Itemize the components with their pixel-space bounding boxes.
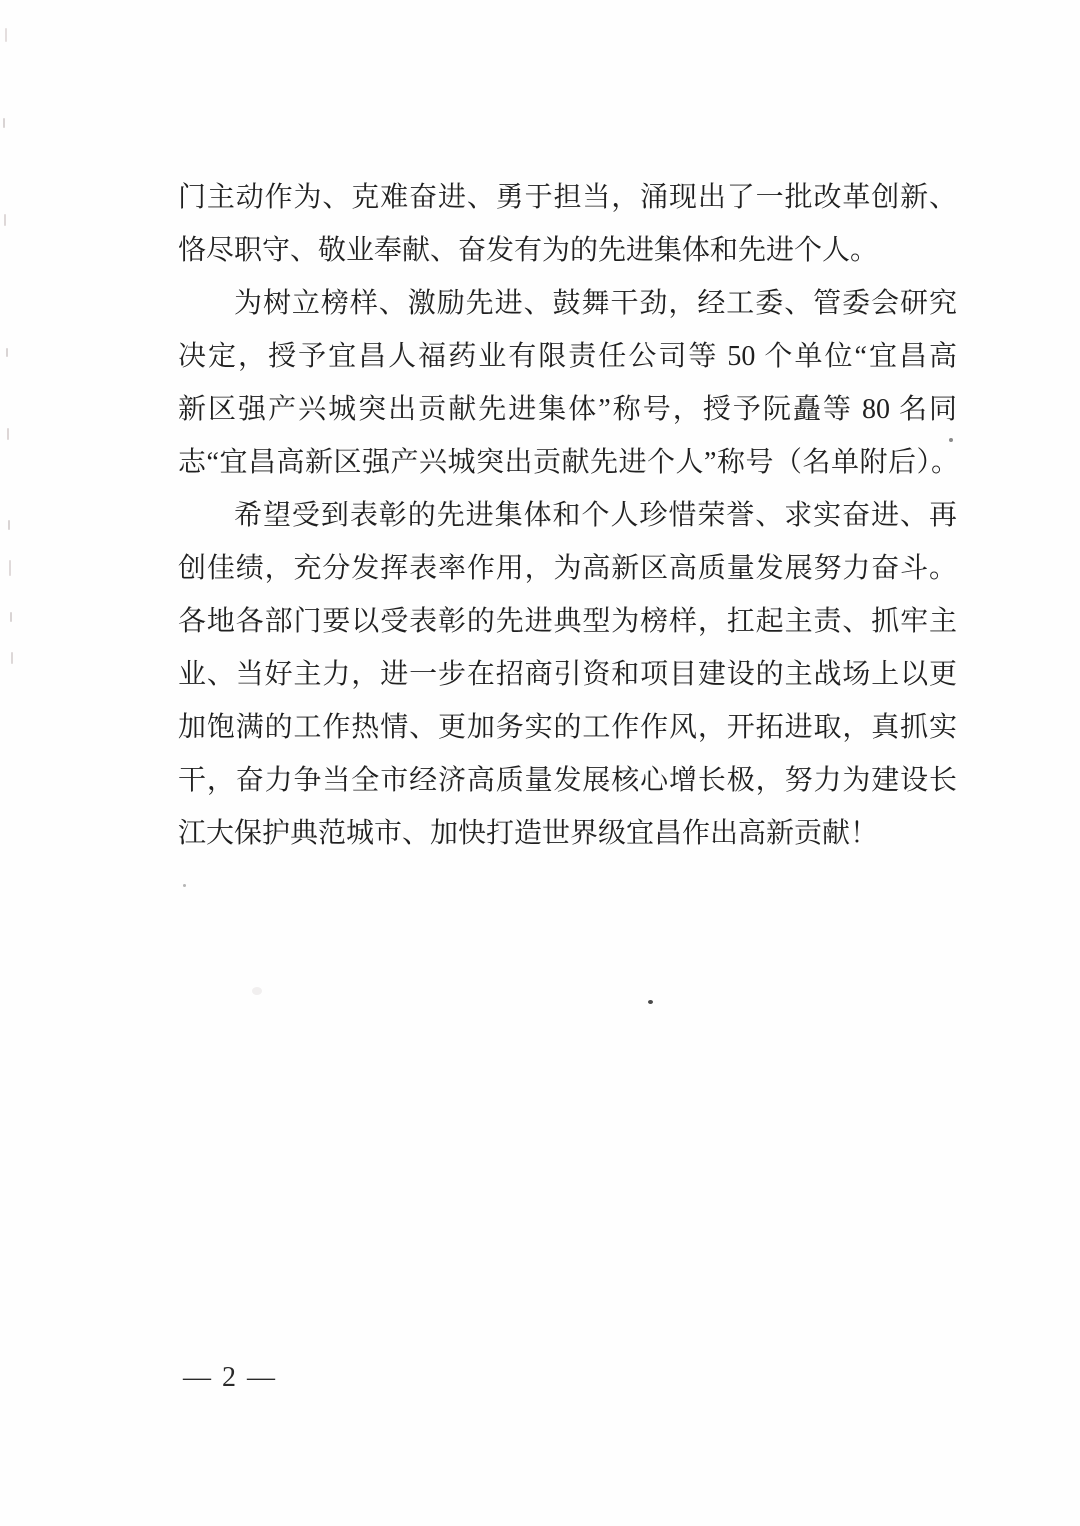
scan-edge-artifact	[6, 348, 8, 357]
text-line: 江大保护典范城市、加快打造世界级宜昌作出高新贡献！	[178, 818, 879, 849]
scan-edge-artifact	[4, 214, 6, 226]
text-line: 干，奋力争当全市经济高质量发展核心增长极，努力为建设长	[178, 765, 957, 796]
text-line: 恪尽职守、敬业奉献、奋发有为的先进集体和先进个人。	[178, 235, 879, 266]
page-number: — 2 —	[183, 1362, 277, 1393]
scan-speck	[183, 884, 186, 887]
scan-edge-artifact	[8, 520, 10, 530]
text-line: 业、当好主力，进一步在招商引资和项目建设的主战场上以更	[178, 659, 957, 690]
scan-edge-artifact	[9, 560, 11, 576]
text-line: 希望受到表彰的先进集体和个人珍惜荣誉、求实奋进、再	[234, 500, 957, 531]
document-body-text	[178, 171, 957, 860]
text-line: 决定，授予宜昌人福药业有限责任公司等 50 个单位“宜昌高	[178, 341, 957, 372]
scan-edge-artifact	[10, 612, 12, 622]
scan-edge-artifact	[5, 28, 7, 42]
scan-edge-artifact	[7, 428, 9, 440]
scan-speck	[252, 987, 262, 995]
scan-speck	[648, 1000, 653, 1004]
text-line: 新区强产兴城突出贡献先进集体”称号，授予阮矗等 80 名同	[178, 394, 957, 425]
text-line: 为树立榜样、激励先进、鼓舞干劲，经工委、管委会研究	[234, 288, 957, 319]
scan-edge-artifact	[3, 118, 5, 128]
text-line: 加饱满的工作热情、更加务实的工作作风，开拓进取，真抓实	[178, 712, 957, 743]
paragraph	[178, 277, 957, 489]
text-line: 创佳绩，充分发挥表率作用，为高新区高质量发展努力奋斗。	[178, 553, 957, 584]
text-line: 志“宜昌高新区强产兴城突出贡献先进个人”称号（名单附后）。	[178, 447, 957, 478]
paragraph	[178, 171, 957, 277]
text-line: 各地各部门要以受表彰的先进典型为榜样，扛起主责、抓牢主	[178, 606, 957, 637]
text-line: 门主动作为、克难奋进、勇于担当，涌现出了一批改革创新、	[178, 182, 957, 213]
scan-edge-artifact	[11, 652, 13, 664]
paragraph	[178, 489, 957, 860]
scan-speck	[949, 438, 953, 442]
